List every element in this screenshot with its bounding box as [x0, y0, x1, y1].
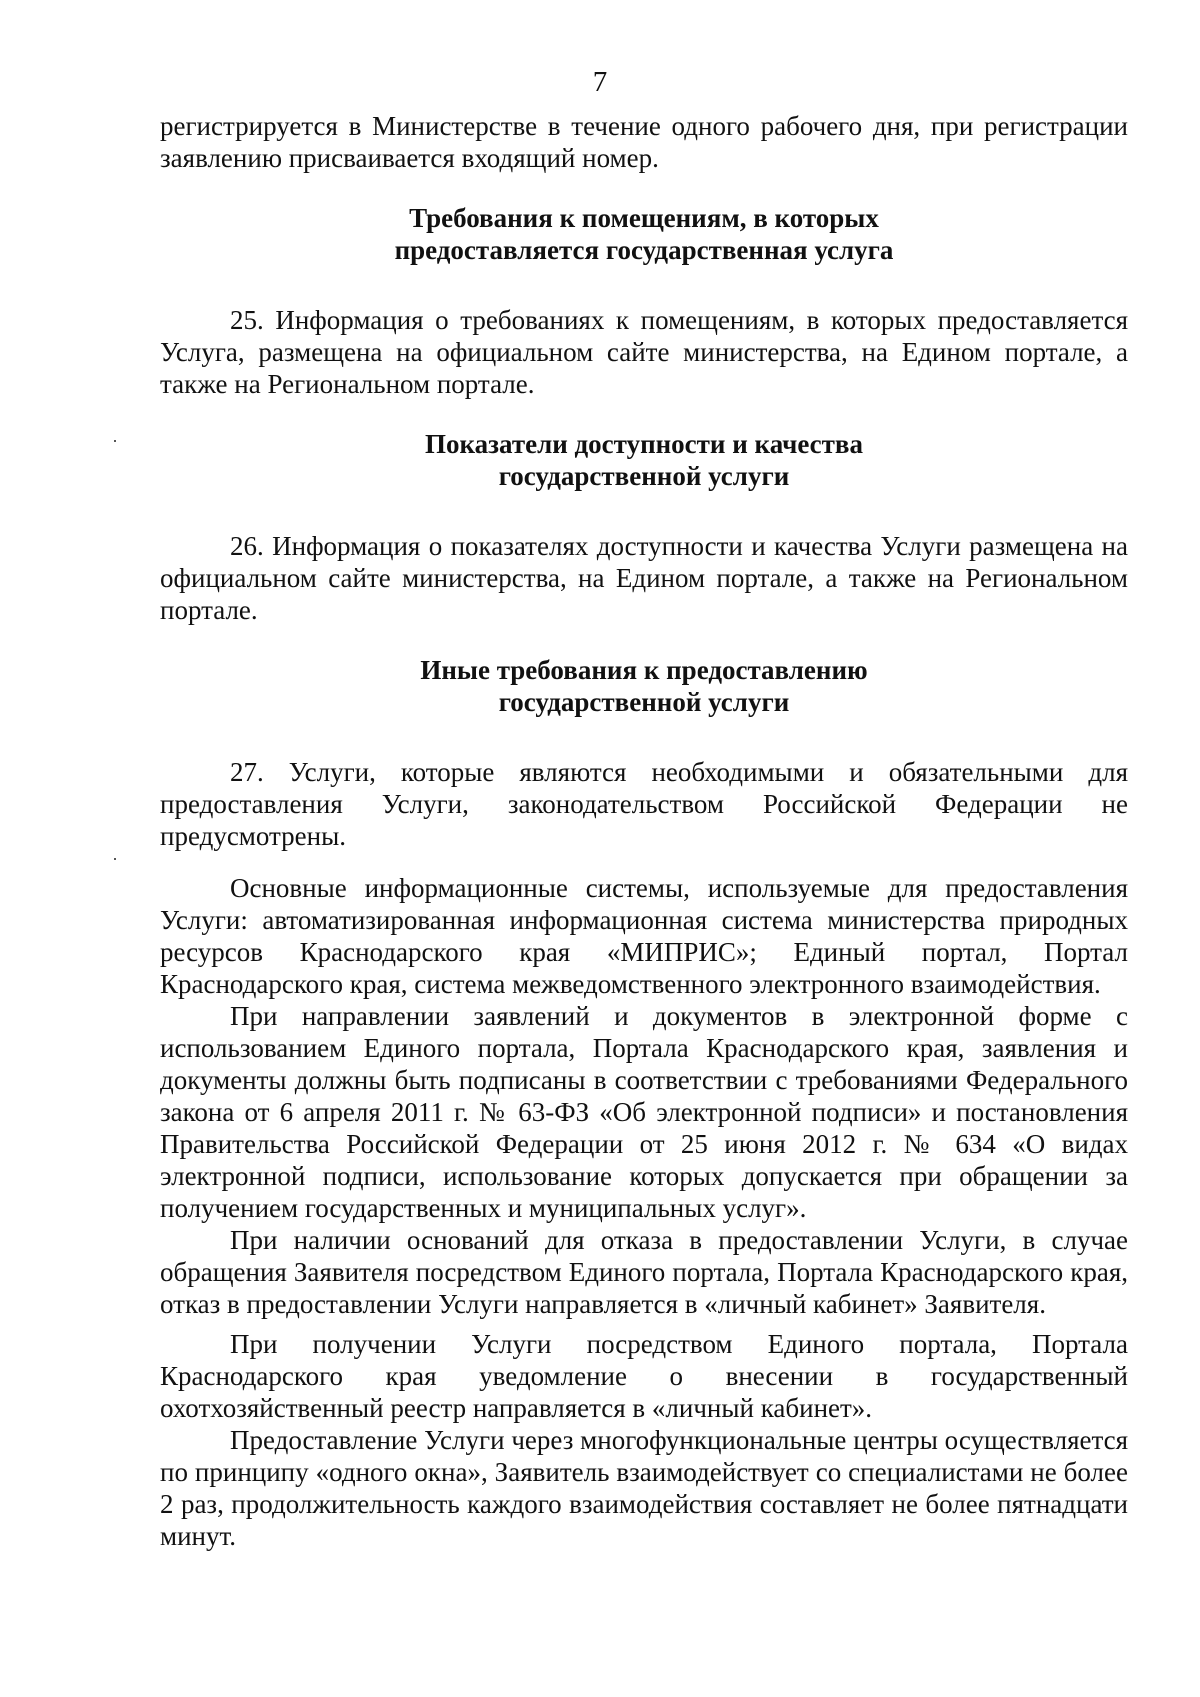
- heading-line: государственной услуги: [498, 461, 790, 491]
- section-heading-accessibility: [160, 428, 1128, 492]
- document-body: [160, 110, 1128, 1552]
- intro-paragraph: регистрируется в Министерстве в течение одного рабочего дня, при регистрации заявлению присваивается входящий номер.: [160, 111, 1128, 173]
- heading-line: Показатели доступности и качества: [425, 429, 863, 459]
- paragraph-27: 27. Услуги, которые являются необходимыми и обязательными для предоставления Услуги, законодательством Российской Федерации не предусмотрены.: [160, 757, 1128, 851]
- heading-line: Требования к помещениям, в которых: [409, 203, 879, 233]
- section-heading-other-requirements: [160, 654, 1128, 718]
- paragraph-notification: При получении Услуги посредством Единого портала, Портала Краснодарского края уведомление о внесении в государственный охотхозяйственный реестр направляется в «личный кабинет».: [160, 1329, 1128, 1423]
- paragraph-information-systems: Основные информационные системы, используемые для предоставления Услуги: автоматизированная информационная система министерства природных ресурсов Краснодарского края «МИПРИС»; Единый портал, Портал Краснодарского края, система межведомственного электронного взаимодействия.: [160, 873, 1128, 999]
- paragraph-mfc: Предоставление Услуги через многофункциональные центры осуществляется по принципу «одного окна», Заявитель взаимодействует со специалистами не более 2 раз, продолжительность каждого взаимодействия составляет не более пятнадцати минут.: [160, 1425, 1128, 1551]
- paragraph-electronic-signature: При направлении заявлений и документов в электронной форме с использованием Единого портала, Портала Краснодарского края, заявления и документы должны быть подписаны в соответствии с требованиями Федерального закона от 6 апреля 2011 г. № 63-ФЗ «Об электронной подписи» и постановления Правительства Российской Федерации от 25 июня 2012 г. № 634 «О видах электронной подписи, использование которых допускается при обращении за получением государственных и муниципальных услуг».: [160, 1001, 1128, 1223]
- scan-speck: [114, 858, 116, 860]
- heading-line: Иные требования к предоставлению: [420, 655, 868, 685]
- paragraph-refusal: При наличии оснований для отказа в предоставлении Услуги, в случае обращения Заявителя посредством Единого портала, Портала Краснодарского края, отказ в предоставлении Услуги направляется в «личный кабинет» Заявителя.: [160, 1225, 1128, 1319]
- paragraph-25: 25. Информация о требованиях к помещениям, в которых предоставляется Услуга, размещена на официальном сайте министерства, на Едином портале, а также на Региональном портале.: [160, 305, 1128, 399]
- heading-line: государственной услуги: [498, 687, 790, 717]
- heading-line: предоставляется государственная услуга: [394, 235, 894, 265]
- scan-speck: [114, 440, 116, 442]
- section-heading-premises: [160, 202, 1128, 266]
- page-number: 7: [592, 66, 608, 98]
- paragraph-26: 26. Информация о показателях доступности и качества Услуги размещена на официальном сайте министерства, на Едином портале, а также на Региональном портале.: [160, 531, 1128, 625]
